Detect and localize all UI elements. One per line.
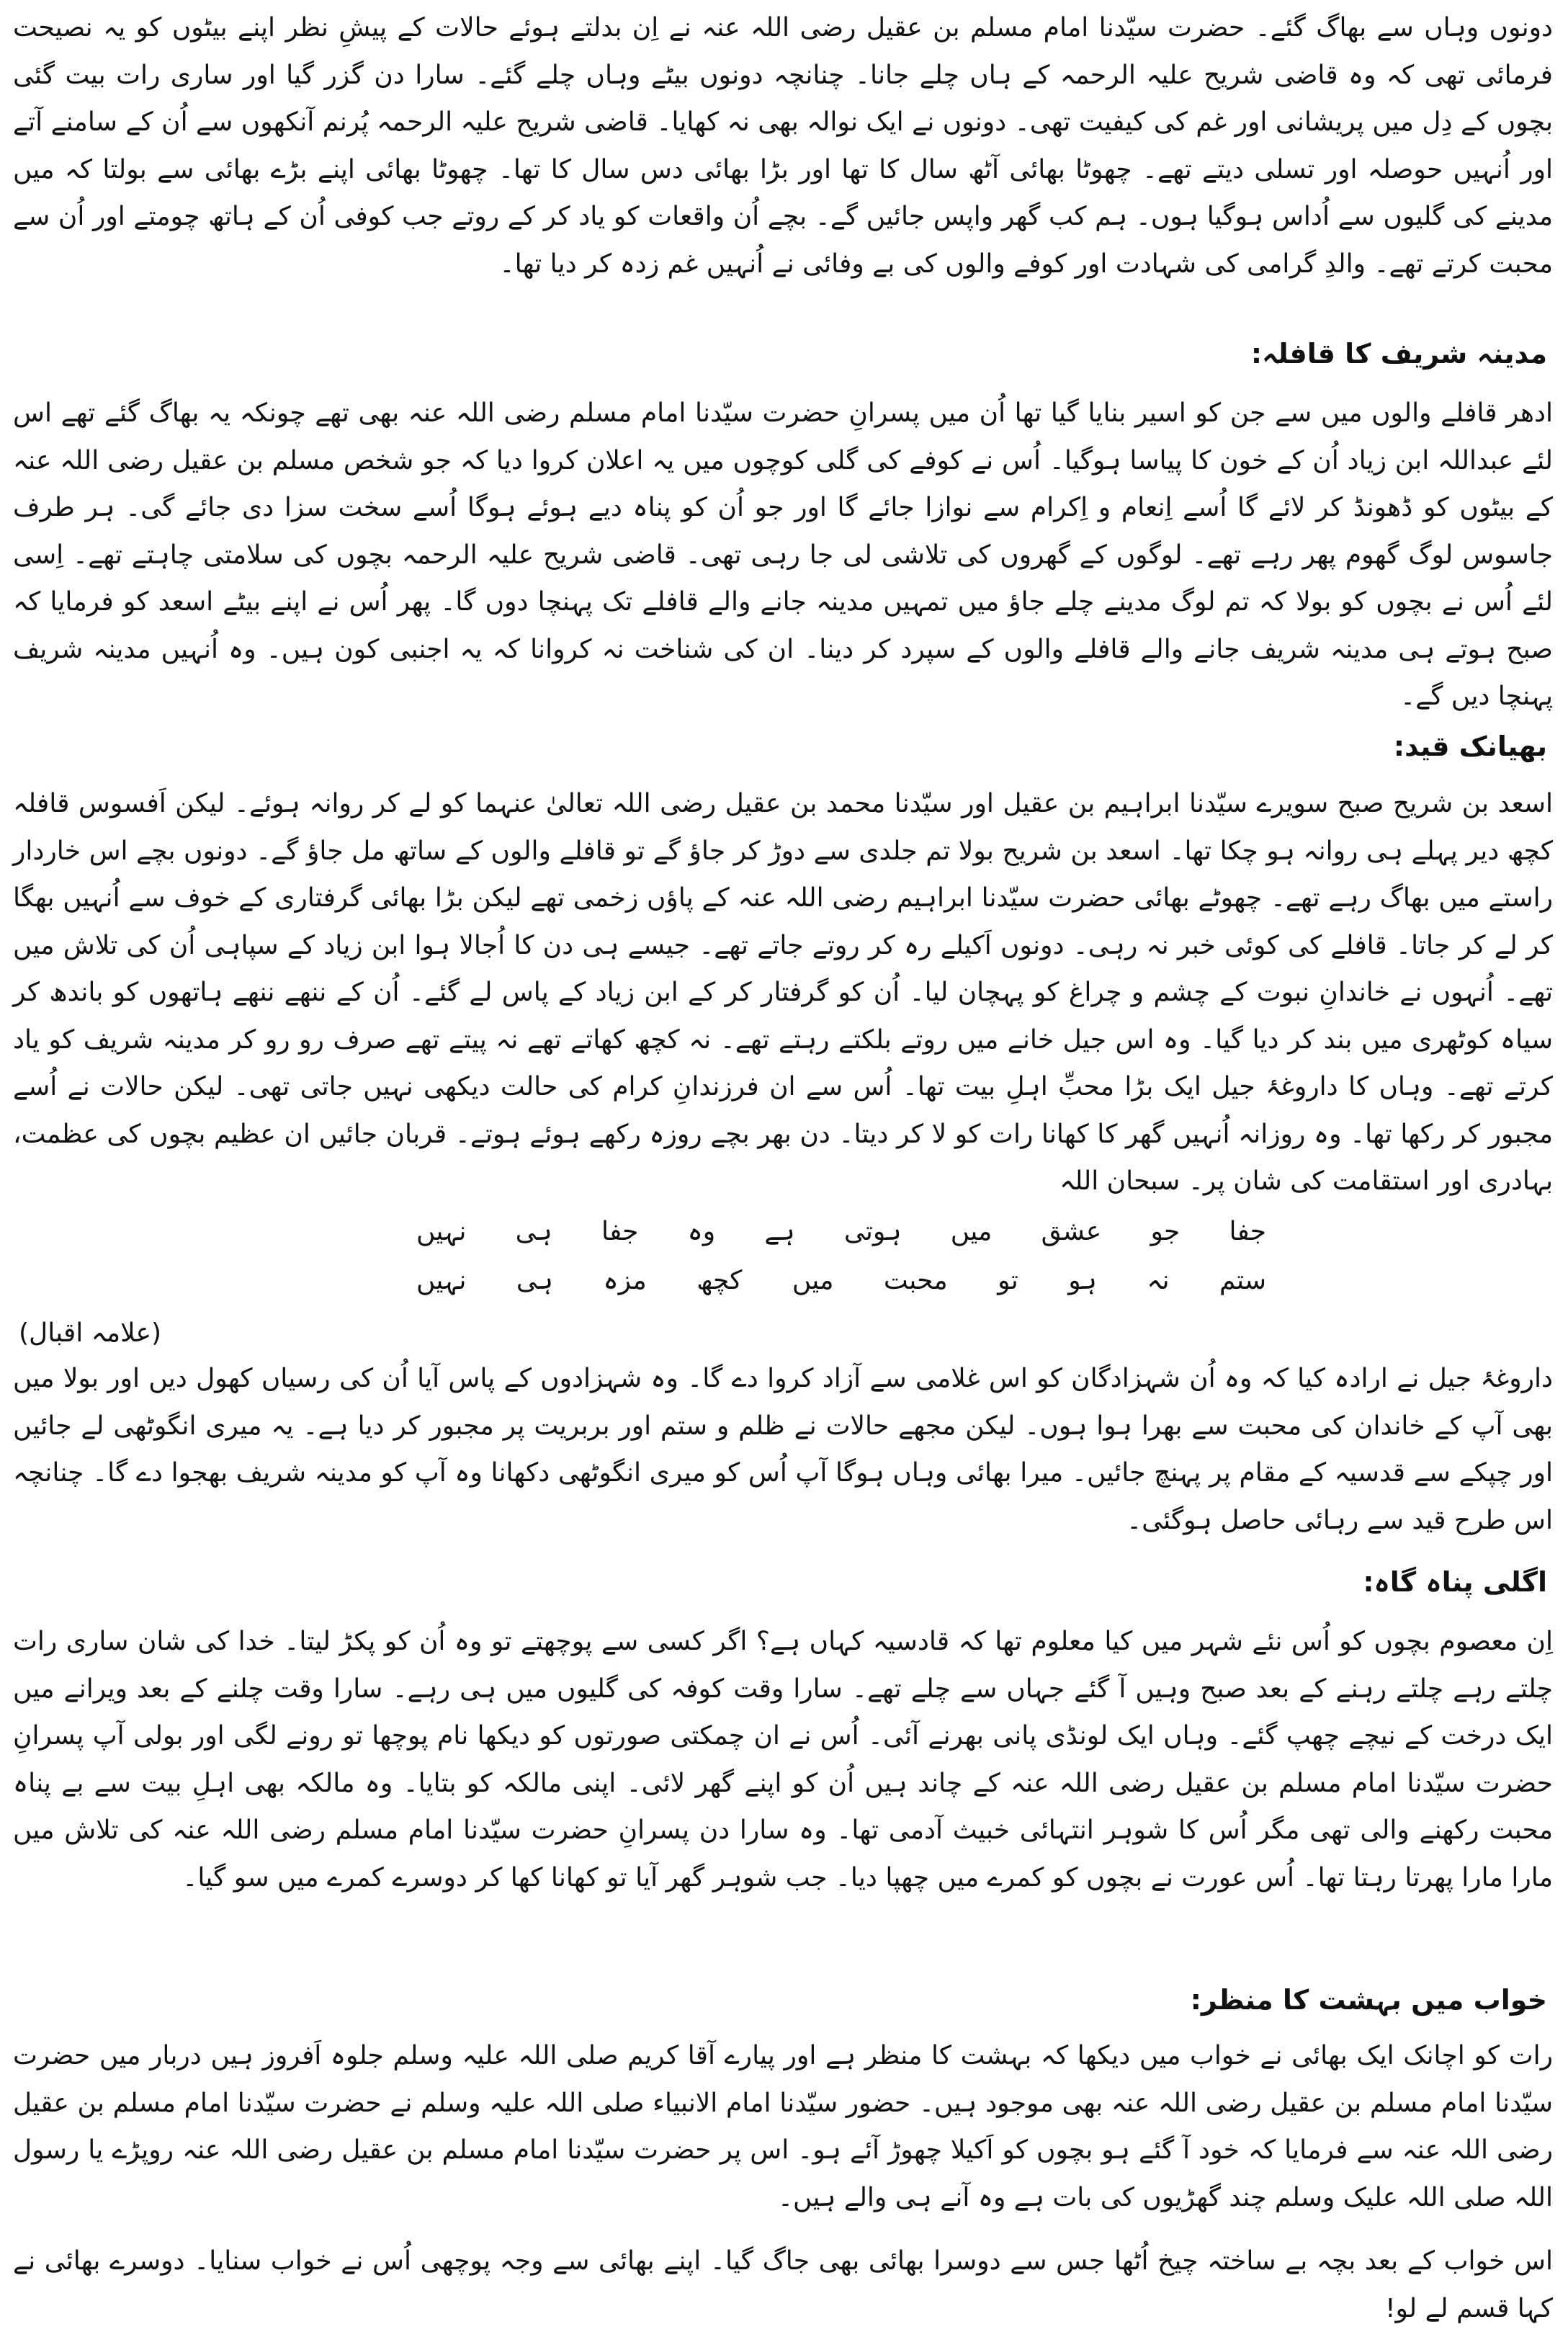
- paragraph-caravan: ادھر قافلے والوں میں سے جن کو اسیر بنایا گیا تھا اُن میں پسرانِ حضرت سیّدنا امام مسلم رضی اللہ عنہ بھی تھے چونکہ یہ بھاگ گئے تھے اس لئے عبداللہ ابن زیاد اُن کے خون کا پیاسا ہوگیا۔ اُس نے کوفے کی گلی کوچوں میں یہ اعلان کروا دیا کہ جو شخص مسلم بن عقیل رضی اللہ عنہ کے بیٹوں کو ڈھونڈ کر لائے گا اُسے اِنعام و اِکرام سے نوازا جائے گا اور جو اُن کو پناہ دیے ہوئے ہوگا اُسے سخت سزا دی جائے گی۔ ہر طرف جاسوس لوگ گھوم پھر رہے تھے۔ لوگوں کے گھروں کی تلاشی لی جا رہی تھی۔ قاضی شریح علیہ الرحمہ بچوں کی سلامتی چاہتے تھے۔ اِسی لئے اُس نے بچوں کو بولا کہ تم لوگ مدینے چلے جاؤ میں تمہیں مدینہ جانے والے قافلے تک پہنچا دوں گا۔ پھر اُس نے اپنے بیٹے اسعد کو فرمایا کہ صبح ہوتے ہی مدینہ شریف جانے والے قافلے والوں کے سپرد کر دینا۔ ان کی شناخت نہ کروانا کہ یہ اجنبی کون ہیں۔ وہ اُنہیں مدینہ شریف پہنچا دیں گے۔: [13, 398, 1553, 711]
- paragraph-shelter: اِن معصوم بچوں کو اُس نئے شہر میں کیا معلوم تھا کہ قادسیہ کہاں ہے؟ اگر کسی سے پوچھتے تو وہ اُن کو پکڑ لیتا۔ خدا کی شان ساری رات چلتے رہے چلتے رہنے کے بعد صبح وہیں آ گئے جہاں سے چلے تھے۔ سارا وقت کوفہ کی گلیوں میں ہی رہے۔ سارا وقت چلنے کے بعد ویرانے میں ایک درخت کے نیچے چھپ گئے۔ وہاں ایک لونڈی پانی بھرنے آئی۔ اُس نے ان چمکتی صورتوں کو دیکھا نام پوچھا تو رونے لگی اور بولی آپ پسرانِ حضرت سیّدنا امام مسلم بن عقیل رضی اللہ عنہ کے چاند ہیں اُن کو اپنے گھر لائی۔ اپنی مالکہ کو بتایا۔ وہ مالکہ بھی اہلِ بیت سے بے پناہ محبت رکھنے والی تھی مگر اُس کا شوہر انتہائی خبیث آدمی تھا۔ وہ سارا دن پسرانِ حضرت سیّدنا امام مسلم رضی اللہ عنہ کی تلاش میں مارا مارا پھرتا رہتا تھا۔ اُس عورت نے بچوں کو کمرے میں چھپا دیا۔ جب شوہر گھر آیا تو کھانا کھا کر دوسرے کمرے میں سو گیا۔: [13, 1627, 1553, 1893]
- paragraph-release: داروغۂ جیل نے ارادہ کیا کہ وہ اُن شہزادگان کو اس غلامی سے آزاد کروا دے گا۔ وہ شہزادوں کے پاس آیا اُن کی رسیاں کھول دیں اور بولا میں بھی آپ کے خاندان کی محبت سے بھرا ہوا ہوں۔ لیکن مجھے حالات نے ظلم و ستم اور بربریت پر مجبور کر دیا ہے۔ یہ میری انگوٹھی لے جائیں اور چپکے سے قدسیہ کے مقام پر پہنچ جائیں۔ میرا بھائی وہاں ہوگا آپ اُس کو میری انگوٹھی دکھانا وہ آپ کو مدینہ شریف بھجوا دے گا۔ چنانچہ اس طرح قید سے رہائی حاصل ہوگئی۔: [13, 1364, 1553, 1535]
- poem-line-1: جفا جو عشق میں ہوتی ہے وہ جفا ہی نہیں: [416, 1217, 1266, 1246]
- paragraph-prison: اسعد بن شریح صبح سویرے سیّدنا ابراہیم بن عقیل اور سیّدنا محمد بن عقیل رضی اللہ تعالیٰ عنہما کو لے کر روانہ ہوئے۔ لیکن اَفسوس قافلہ کچھ دیر پہلے ہی روانہ ہو چکا تھا۔ اسعد بن شریح بولا تم جلدی سے دوڑ کر جاؤ گے تو قافلے والوں کے ساتھ مل جاؤ گے۔ دونوں بچے اس خاردار راستے میں بھاگ رہے تھے۔ چھوٹے بھائی حضرت سیّدنا ابراہیم رضی اللہ عنہ کے پاؤں زخمی تھے لیکن بڑا بھائی گرفتاری کے خوف سے اُنہیں بھگا کر لے کر جاتا۔ قافلے کی کوئی خبر نہ رہی۔ دونوں اَکیلے رہ کر روتے جاتے تھے۔ جیسے ہی دن کا اُجالا ہوا ابن زیاد کے سپاہی اُن کی تلاش میں تھے۔ اُنہوں نے خاندانِ نبوت کے چشم و چراغ کو پہچان لیا۔ اُن کو گرفتار کر کے ابن زیاد کے پاس لے گئے۔ اُن کے ننھے ننھے ہاتھوں کو باندھ کر سیاہ کوٹھری میں بند کر دیا گیا۔ وہ اس جیل خانے میں روتے بلکتے رہتے تھے۔ نہ کچھ کھاتے تھے نہ پیتے تھے صرف رو رو کر مدینہ شریف کو یاد کرتے تھے۔ وہاں کا داروغۂ جیل ایک بڑا محبِّ اہلِ بیت تھا۔ اُس سے ان فرزندانِ کرام کی حالت دیکھی نہیں جاتی تھی۔ لیکن حالات نے اُسے مجبور کر رکھا تھا۔ وہ روزانہ اُنہیں گھر کا کھانا رات کو لا کر دیتا۔ دن بھر بچے روزہ رکھے ہوئے ہوتے۔ قربان جائیں ان عظیم بچوں کی عظمت، بہادری اور استقامت کی شان پر۔ سبحان اللہ: [13, 789, 1554, 1196]
- heading-next-shelter: اگلی پناہ گاہ:: [1363, 1566, 1547, 1598]
- heading-madina-caravan: مدینہ شریف کا قافلہ:: [1250, 338, 1547, 370]
- paragraph-dream: رات کو اچانک ایک بھائی نے خواب میں دیکھا کہ بہشت کا منظر ہے اور پیارے آقا کریم صلی اللہ علیہ وسلم جلوہ اَفروز ہیں دربار میں حضرت سیّدنا امام مسلم بن عقیل رضی اللہ عنہ بھی موجود ہیں۔ حضور سیّدنا امام الانبیاء صلی اللہ علیہ وسلم نے حضرت سیّدنا امام مسلم بن عقیل رضی اللہ عنہ سے فرمایا کہ خود آ گئے ہو بچوں کو اَکیلا چھوڑ آئے ہو۔ اس پر حضرت سیّدنا امام مسلم بن عقیل رضی اللہ عنہ روپڑے یا رسول اللہ صلی اللہ علیک وسلم چند گھڑیوں کی بات ہے وہ آنے ہی والے ہیں۔: [13, 2041, 1553, 2212]
- heading-dreadful-prison: بھیانک قید:: [1393, 731, 1547, 762]
- poem-line-2: ستم نہ ہو تو محبت میں کچھ مزہ ہی نہیں: [416, 1266, 1266, 1295]
- poem-couplet: [416, 1207, 1266, 1305]
- page: [13, 4, 1554, 2323]
- paragraph-intro: دونوں وہاں سے بھاگ گئے۔ حضرت سیّدنا امام مسلم بن عقیل رضی اللہ عنہ نے اِن بدلتے ہوئے حالات کے پیشِ نظر اپنے بیٹوں کو یہ نصیحت فرمائی تھی کہ وہ قاضی شریح علیہ الرحمہ کے ہاں چلے جانا۔ چنانچہ دونوں بیٹے وہاں چلے گئے۔ سارا دن گزر گیا اور ساری رات بیت گئی بچوں کے دِل میں پریشانی اور غم کی کیفیت تھی۔ دونوں نے ایک نوالہ بھی نہ کھایا۔ قاضی شریح علیہ الرحمہ پُرنم آنکھوں سے اُن کے سامنے آتے اور اُنہیں حوصلہ اور تسلی دیتے تھے۔ چھوٹا بھائی آٹھ سال کا تھا اور بڑا بھائی دس سال کا تھا۔ چھوٹا بھائی اپنے بڑے بھائی سے بولتا کہ میں مدینے کی گلیوں سے اُداس ہوگیا ہوں۔ ہم کب گھر واپس جائیں گے۔ بچے اُن واقعات کو یاد کر کے روتے جب کوفی اُن کے ہاتھ چومتے اور اُن سے محبت کرتے تھے۔ والدِ گرامی کی شہادت اور کوفے والوں کی بے وفائی نے اُنہیں غم زدہ کر دیا تھا۔: [13, 13, 1553, 279]
- paragraph-awakening: اس خواب کے بعد بچہ بے ساختہ چیخ اُٹھا جس سے دوسرا بھائی بھی جاگ گیا۔ اپنے بھائی سے وجہ پوچھی اُس نے خواب سنایا۔ دوسرے بھائی نے کہا قسم لے لو!: [13, 2246, 1553, 2323]
- heading-dream-paradise: خواب میں بہشت کا منظر:: [1190, 1984, 1547, 2016]
- poem-attribution: (علامہ اقبال): [19, 1318, 162, 1348]
